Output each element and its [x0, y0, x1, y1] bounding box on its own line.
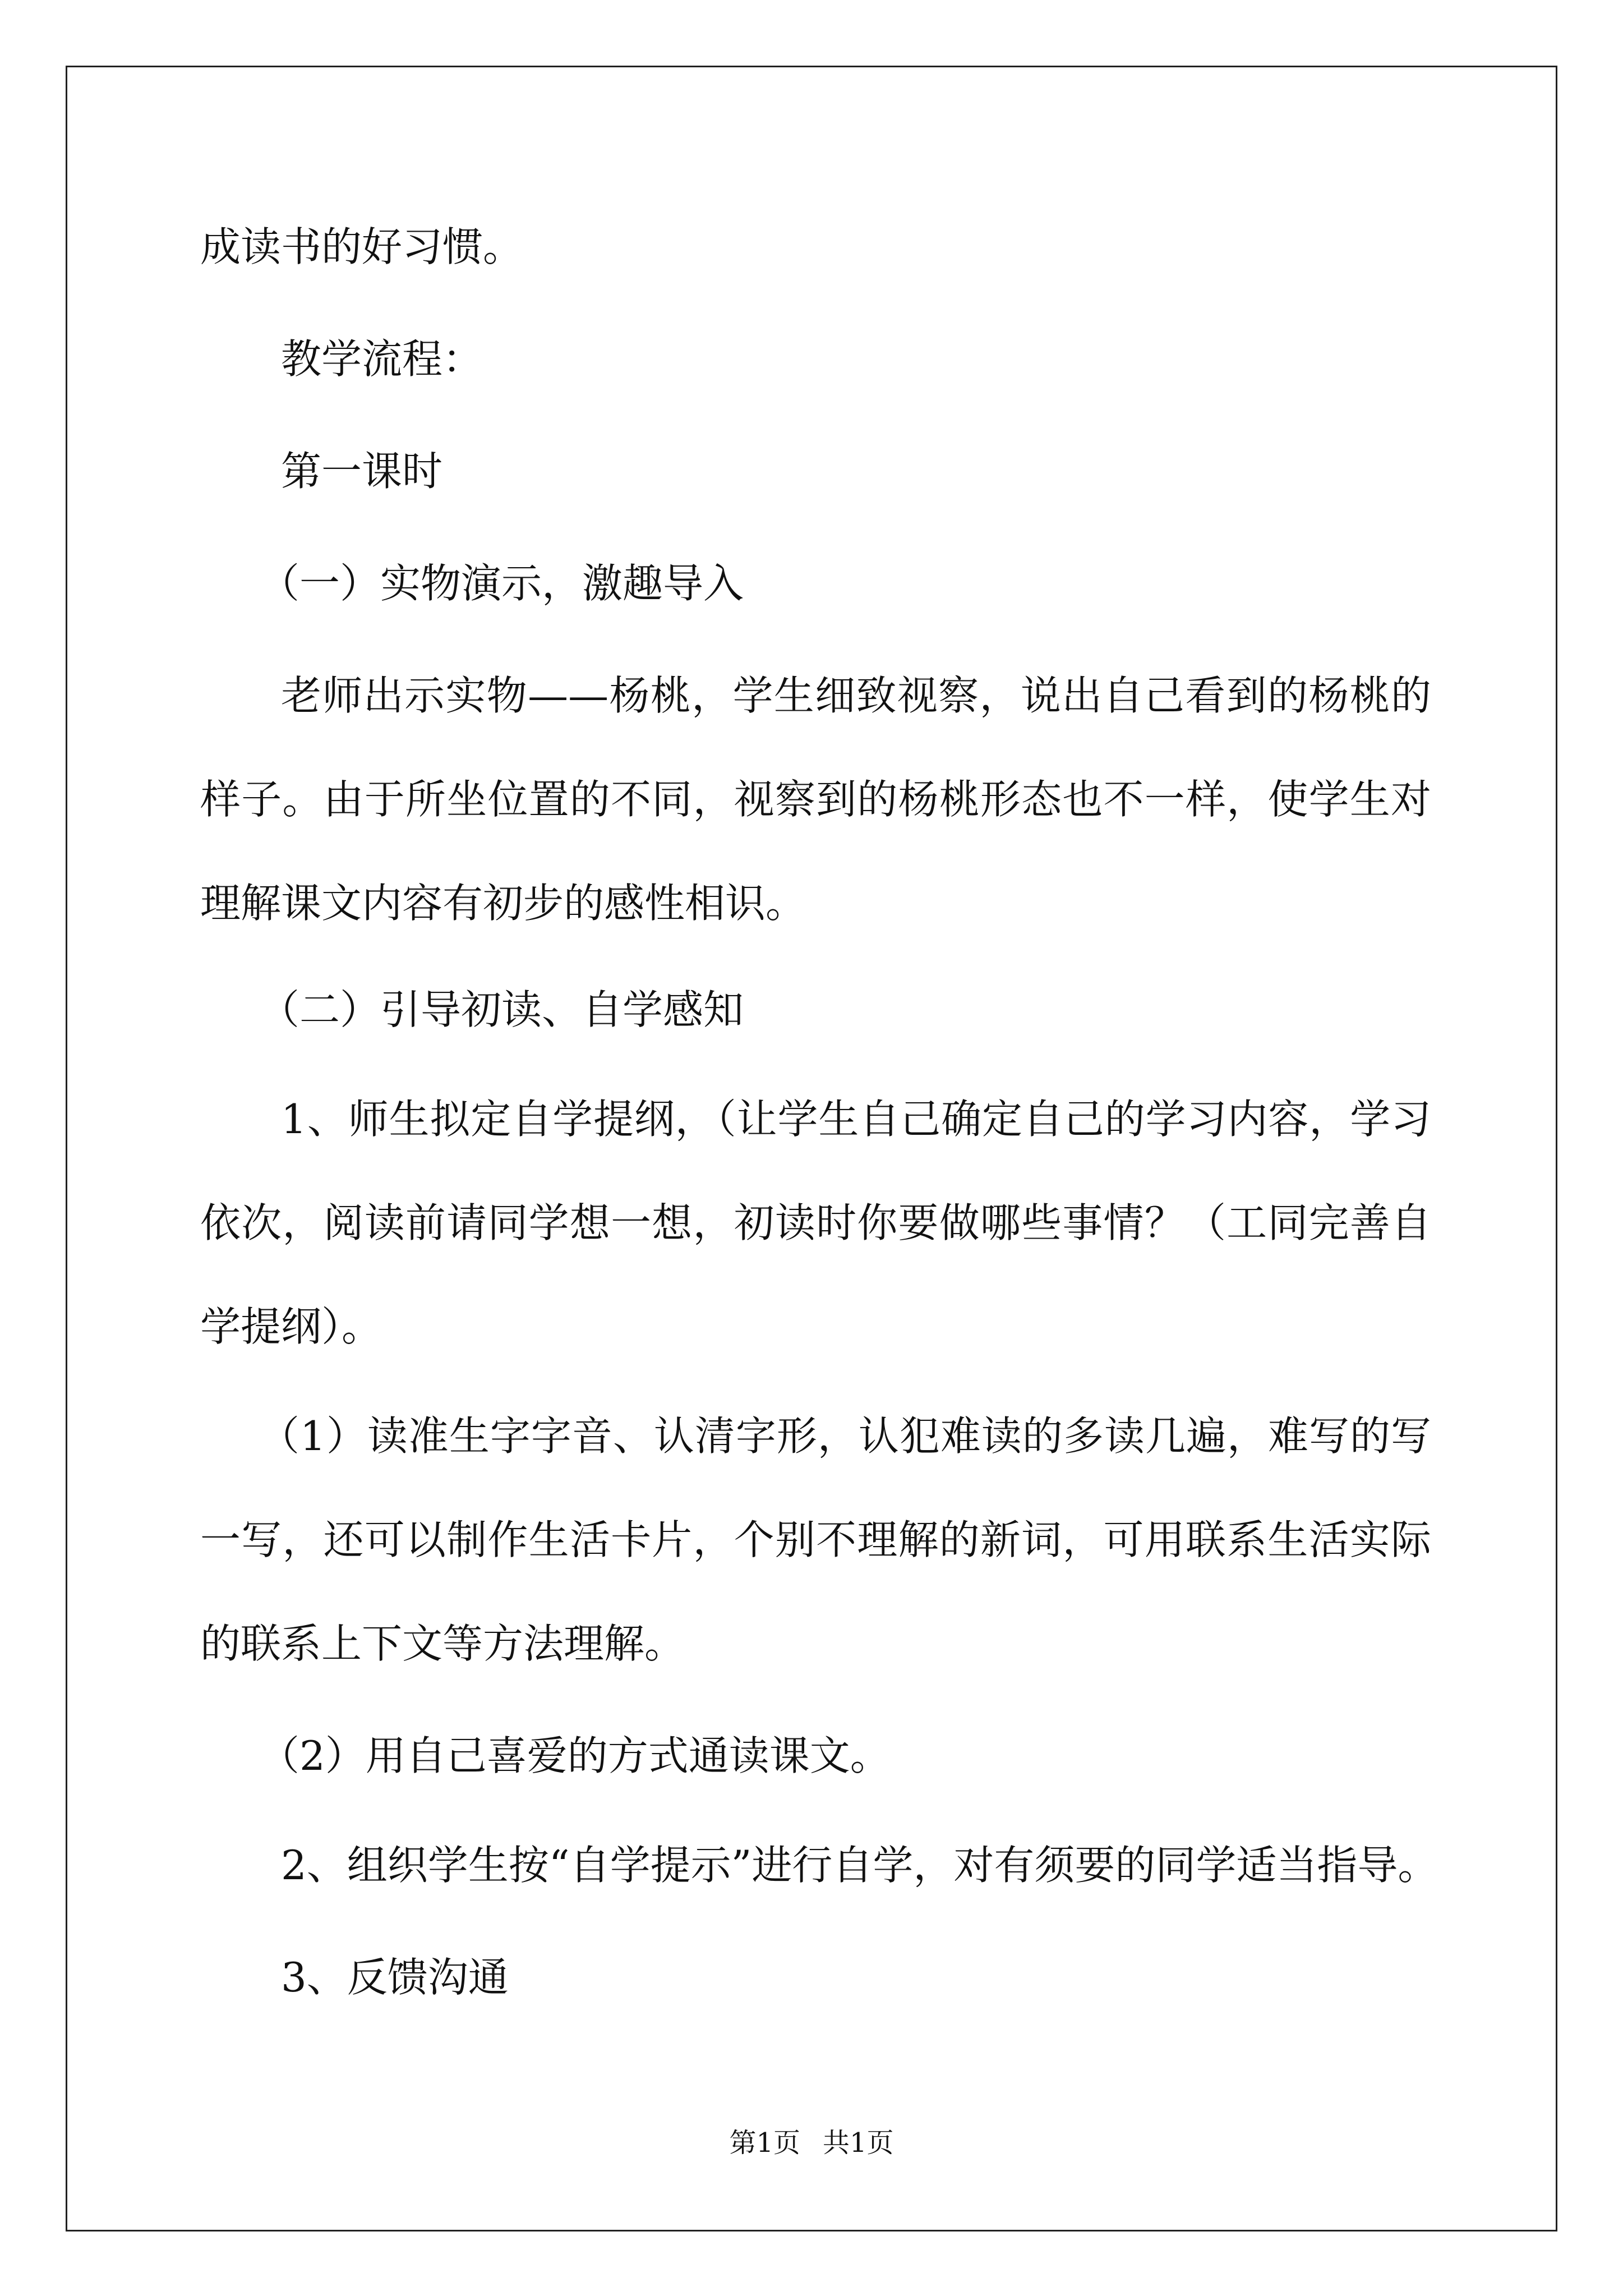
text-line-16: 2、组织学生按“自学提示”进行自学，对有须要的同学适当指导。	[281, 1842, 1438, 1889]
text-line-11: 学提纲）。	[200, 1303, 382, 1350]
page-border	[66, 66, 1557, 2231]
text-line-5: 老师出示实物——杨桃，学生细致视察，说出自己看到的杨桃的	[281, 672, 1431, 719]
page-footer	[0, 2126, 1623, 2160]
text-line-17: 3、反馈沟通	[281, 1954, 509, 2001]
text-line-2: 教学流程：	[281, 335, 483, 383]
text-line-1: 成读书的好习惯。	[200, 223, 524, 270]
text-line-8: （二）引导初读、自学感知	[259, 986, 744, 1033]
text-line-10: 依次，阅读前请同学想一想，初读时你要做哪些事情？（工同完善自	[200, 1199, 1431, 1246]
text-line-7: 理解课文内容有初步的感性相识。	[200, 880, 806, 927]
text-line-14: 的联系上下文等方法理解。	[200, 1620, 685, 1667]
text-line-12: （1）读准生字字音、认清字形，认犯难读的多读几遍，难写的写	[259, 1412, 1431, 1460]
text-line-13: 一写，还可以制作生活卡片，个别不理解的新词，可用联系生活实际	[200, 1516, 1431, 1563]
text-line-6: 样子。由于所坐位置的不同，视察到的杨桃形态也不一样，使学生对	[200, 776, 1431, 823]
page-number-total: 共1页	[823, 2127, 894, 2159]
page-number-current: 第1页	[729, 2127, 800, 2159]
text-line-9: 1、师生拟定自学提纲，（让学生自己确定自己的学习内容，学习	[281, 1096, 1431, 1143]
text-line-15: （2）用自己喜爱的方式通读课文。	[259, 1732, 891, 1779]
text-line-3: 第一课时	[281, 448, 443, 495]
text-line-4: （一）实物演示，激趣导入	[259, 560, 744, 607]
